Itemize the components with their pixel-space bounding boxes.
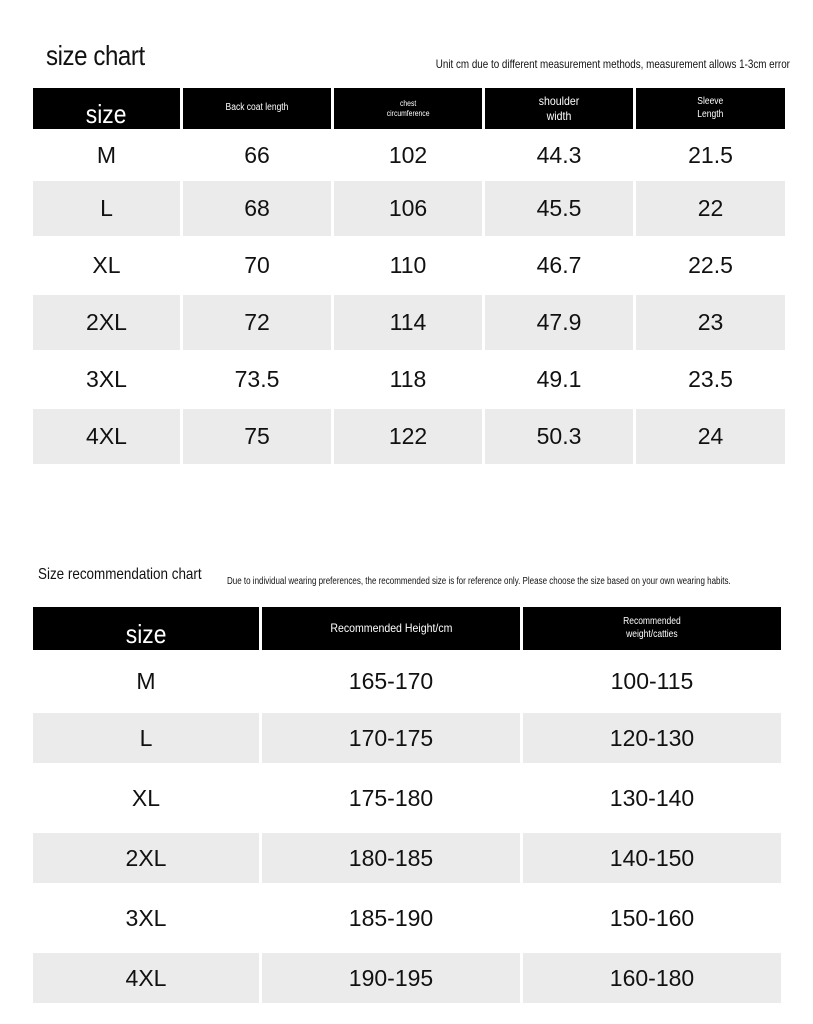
table-cell: 50.3	[485, 409, 633, 464]
header-recommended-height: Recommended Height/cm	[262, 607, 520, 650]
header-chest-circumference: chest circumference	[334, 88, 482, 129]
recommendation-chart-table	[33, 607, 781, 1003]
table-cell: 175-180	[348, 784, 434, 811]
size-cell: 2XL	[33, 295, 180, 350]
table-cell: 45.5	[485, 181, 633, 236]
table-cell: 170-175	[262, 713, 520, 763]
table-cell: 21.5	[688, 141, 733, 168]
size-cell: XL	[92, 252, 121, 278]
table-cell: 185-190	[348, 904, 434, 931]
table-cell: 75	[183, 409, 331, 464]
size-chart-unit-note: Unit cm due to different measurement methods, measurement allows 1-3cm error	[435, 57, 790, 71]
size-cell: L	[33, 713, 259, 763]
table-cell: 120-130	[523, 713, 781, 763]
table-cell: 66	[244, 141, 270, 168]
table-cell: 102	[388, 141, 428, 168]
table-cell: 22	[636, 181, 785, 236]
table-cell: 23.5	[688, 366, 733, 392]
table-cell: 68	[183, 181, 331, 236]
recommendation-chart-note: Due to individual wearing preferences, the recommended size is for reference only. Please choose the size based on your own wearing habits.	[227, 576, 731, 587]
header-shoulder-width: shoulder width	[485, 88, 633, 129]
table-cell: 110	[389, 252, 427, 278]
size-cell: L	[33, 181, 180, 236]
size-cell: M	[136, 668, 156, 694]
table-cell: 22.5	[688, 252, 733, 278]
recommendation-chart-title: Size recommendation chart	[38, 566, 202, 583]
size-cell: 3XL	[86, 366, 127, 392]
table-cell: 165-170	[348, 668, 434, 694]
size-cell: 4XL	[33, 409, 180, 464]
table-cell: 46.7	[536, 252, 582, 278]
size-chart-table	[33, 88, 782, 464]
header-size: size	[33, 88, 180, 129]
header-recommended-weight: Recommended weight/catties	[523, 607, 781, 650]
header-sleeve-length: Sleeve Length	[636, 88, 785, 129]
size-chart-title: size chart	[46, 40, 145, 71]
table-cell: 73.5	[234, 366, 280, 392]
size-cell: 3XL	[125, 904, 167, 931]
table-cell: 130-140	[609, 784, 695, 811]
table-cell: 118	[389, 366, 427, 392]
header-size: size	[33, 607, 259, 650]
table-cell: 180-185	[262, 833, 520, 883]
table-cell: 106	[334, 181, 482, 236]
header-back-coat-length: Back coat length	[183, 88, 331, 129]
table-cell: 150-160	[609, 904, 695, 931]
table-cell: 70	[244, 252, 270, 278]
table-cell: 140-150	[523, 833, 781, 883]
table-cell: 24	[636, 409, 785, 464]
table-cell: 47.9	[485, 295, 633, 350]
table-cell: 114	[334, 295, 482, 350]
table-cell: 100-115	[610, 668, 694, 694]
size-cell: XL	[131, 784, 161, 811]
table-cell: 49.1	[536, 366, 582, 392]
table-cell: 44.3	[536, 141, 582, 168]
table-cell: 122	[334, 409, 482, 464]
table-cell: 160-180	[523, 953, 781, 1003]
table-cell: 72	[183, 295, 331, 350]
size-cell: M	[96, 141, 117, 168]
size-cell: 4XL	[33, 953, 259, 1003]
table-cell: 190-195	[262, 953, 520, 1003]
size-cell: 2XL	[33, 833, 259, 883]
table-cell: 23	[636, 295, 785, 350]
